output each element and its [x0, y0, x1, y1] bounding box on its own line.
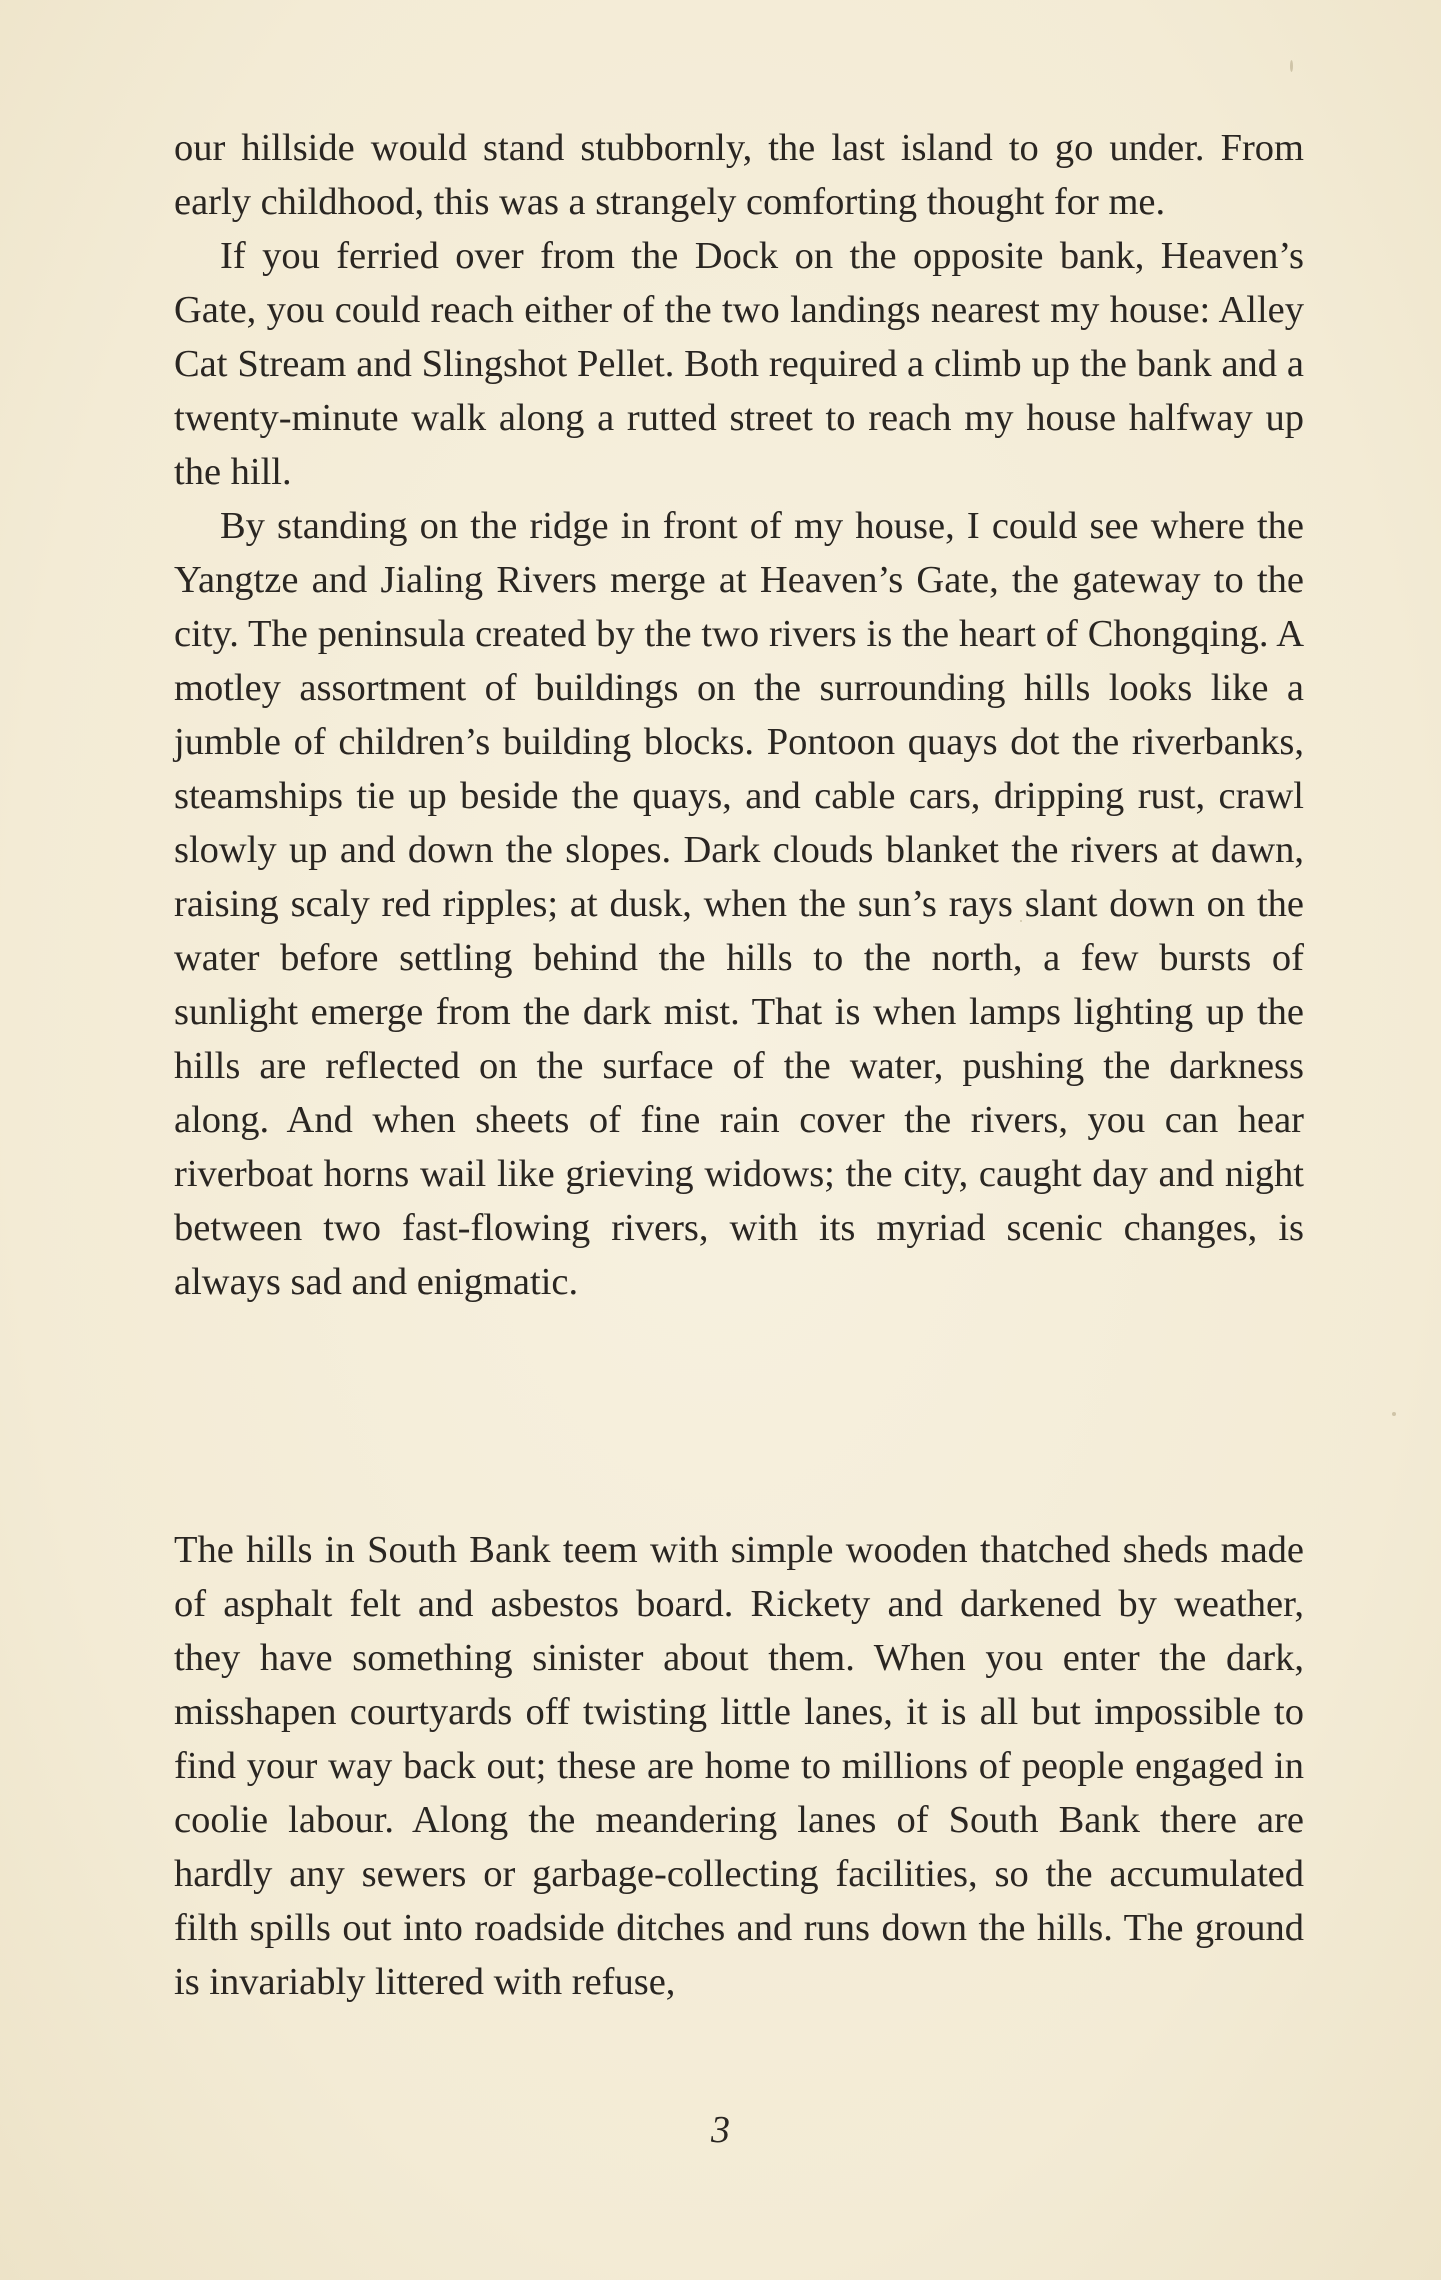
section-two: [174, 1523, 1304, 2009]
paragraph-ridge: By standing on the ridge in front of my house, I could see where the Yangtze and Jialing Rivers merge at Heaven’s Gate, the gateway to the city. The peninsula created by the two rivers is the heart of Chongqing. A motley assortment of buildings on the surrounding hills looks like a jumble of children’s building blocks. Pontoon quays dot the riverbanks, steamships tie up beside the quays, and cable cars, dripping rust, crawl slowly up and down the slopes. Dark clouds blanket the rivers at dawn, raising scaly red ripples; at dusk, when the sun’s rays slant down on the water before settling behind the hills to the north, a few bursts of sunlight emerge from the dark mist. That is when lamps lighting up the hills are reflected on the surface of the water, pushing the darkness along. And when sheets of fine rain cover the rivers, you can hear riverboat horns wail like grieving widows; the city, caught day and night between two fast-flowing rivers, with its myriad scenic changes, is always sad and enigmatic.: [174, 505, 1304, 1303]
page-number: 3: [711, 2109, 730, 2151]
paragraph-ferry: If you ferried over from the Dock on the opposite bank, Heaven’s Gate, you could reach either of the two landings nearest my house: Alley Cat Stream and Slingshot Pellet. Both required a climb up the bank and a twenty-minute walk along a rutted street to reach my house halfway up the hill.: [174, 235, 1304, 493]
paper-speck: [1392, 1412, 1396, 1416]
paragraph-continued: our hillside would stand stubbornly, the last island to go under. From early childhood, this was a strangely comforting thought for me.: [174, 127, 1304, 223]
section-one: [174, 121, 1304, 1309]
paper-speck: [1290, 60, 1293, 72]
paragraph-south-bank: The hills in South Bank teem with simple wooden thatched sheds made of asphalt felt and asbestos board. Rickety and darkened by weather, they have something sinister about them. When you enter the dark, misshapen courtyards off twisting little lanes, it is all but impossible to find your way back out; these are home to millions of people engaged in coolie labour. Along the meandering lanes of South Bank there are hardly any sewers or garbage-collecting facilities, so the accumulated filth spills out into roadside ditches and runs down the hills. The ground is invariably littered with refuse,: [174, 1529, 1304, 2003]
